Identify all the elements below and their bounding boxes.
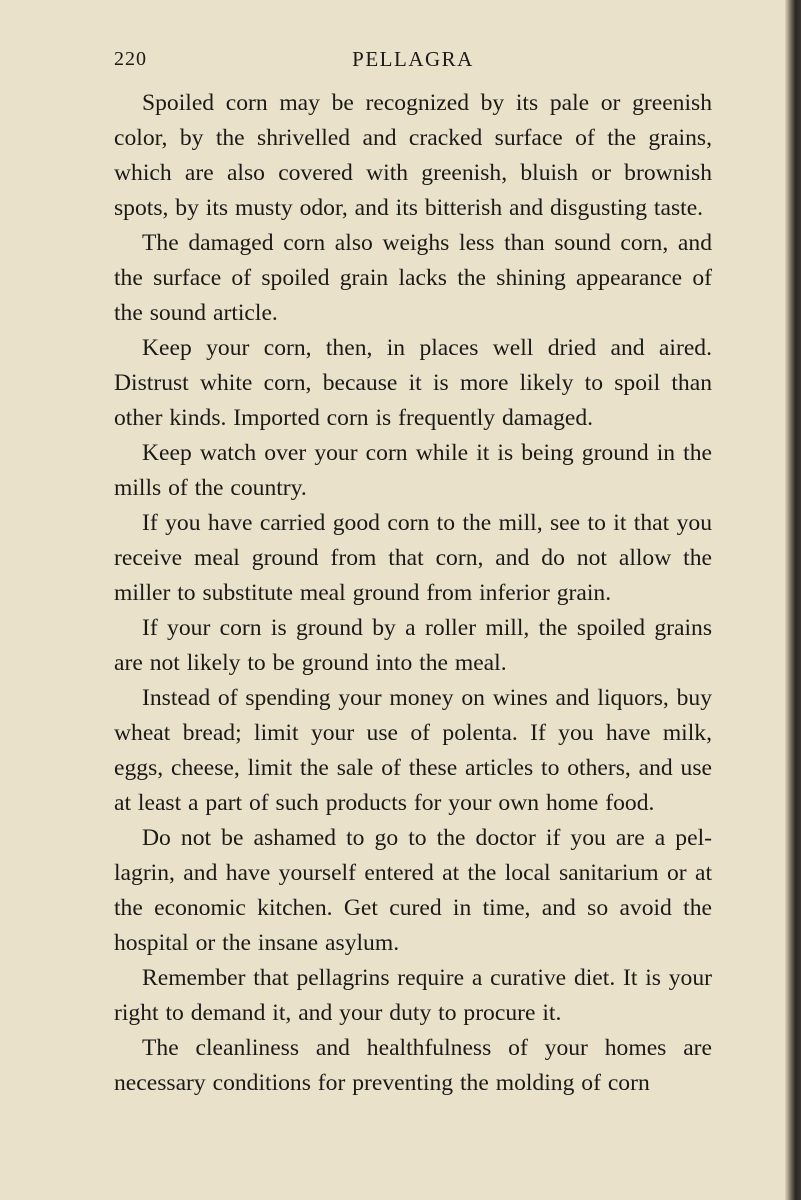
page-number: 220: [114, 48, 147, 70]
paragraph-watch-mills: Keep watch over your corn while it is being ground in the mills of the country.: [114, 440, 712, 501]
paragraph-damaged-corn: The damaged corn also weighs less than sound corn, and the surface of spoiled grain lacks the shining appearance of the sound article.: [114, 230, 712, 326]
paragraph-roller-mill: If your corn is ground by a roller mill, the spoiled grains are not likely to be ground into the meal.: [114, 615, 712, 676]
paragraph-mill-substitution: If you have carried good corn to the mill, see to it that you receive meal ground from that corn, and do not allow the miller to substitute meal ground from inferior grain.: [114, 510, 712, 606]
paragraph-curative-diet: Remember that pellagrins require a curative diet. It is your right to demand it, and your duty to procure it.: [114, 965, 712, 1026]
paragraph-keep-corn-dry: Keep your corn, then, in places well dried and aired. Distrust white corn, because it is more likely to spoil than other kinds. Imported corn is frequently damaged.: [114, 335, 712, 431]
page-header: [114, 42, 712, 76]
paragraph-cleanliness: The cleanliness and healthfulness of your homes are necessary conditions for preventing the molding of corn: [114, 1035, 712, 1096]
paragraph-see-doctor: Do not be ashamed to go to the doctor if you are a pel- lagrin, and have yourself entered at the local sanitarium or at the economic kitchen. Get cured in time, and so avoid the hospital or the insane asylum.: [114, 825, 712, 956]
running-title: PELLAGRA: [352, 47, 474, 71]
body-text: [114, 86, 712, 1101]
paragraph-spoiled-corn: Spoiled corn may be recognized by its pale or greenish color, by the shrivelled and cracked surface of the grains, which are also covered with greenish, bluish or brownish spots, by its musty odor, and its bitterish and disgusting taste.: [114, 90, 712, 221]
paragraph-diet-advice: Instead of spending your money on wines and liquors, buy wheat bread; limit your use of polenta. If you have milk, eggs, cheese, limit the sale of these articles to others, and use at least a part of such products for your own home food.: [114, 685, 712, 816]
page-edge-shadow: [785, 0, 801, 1200]
